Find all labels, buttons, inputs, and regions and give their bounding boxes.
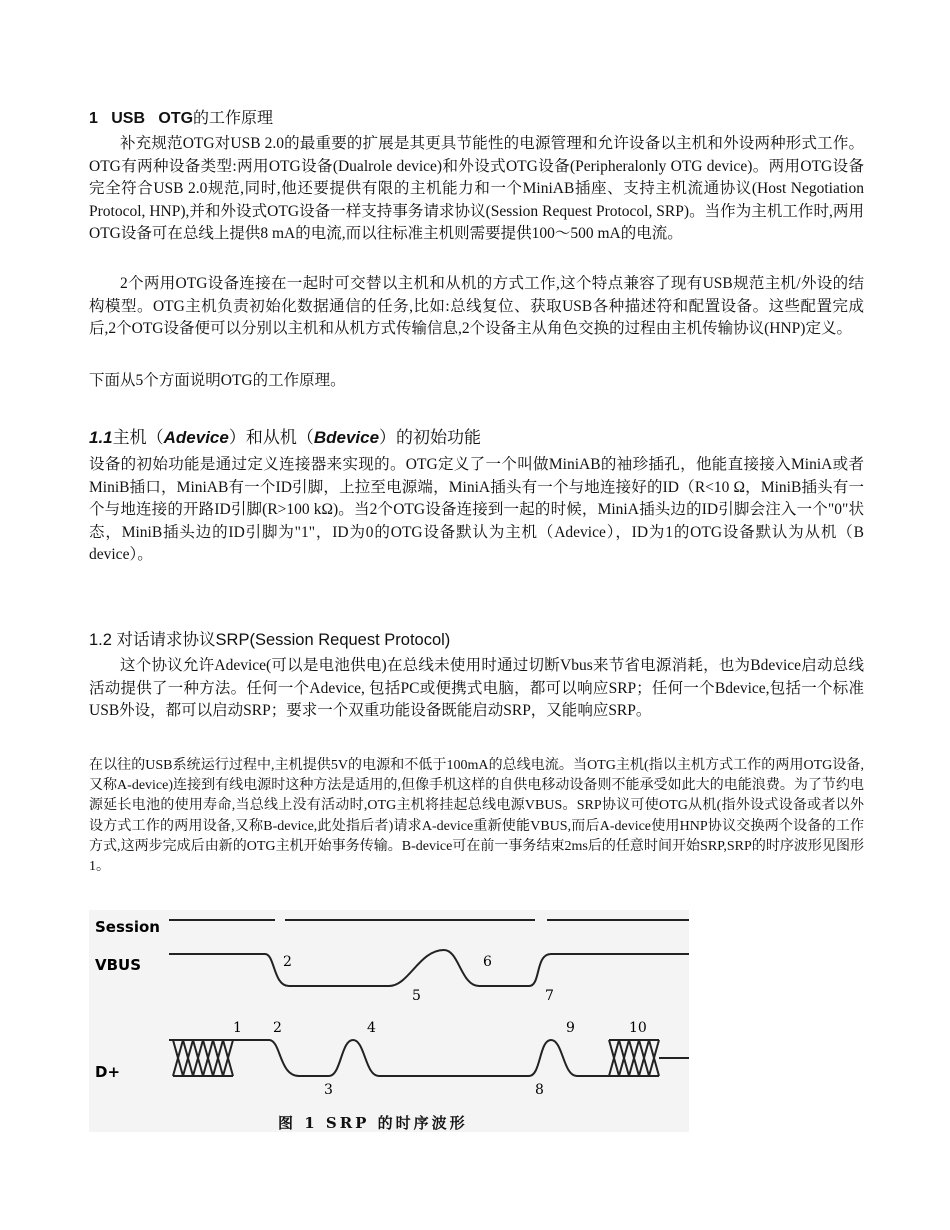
heading-usb: USB <box>111 110 146 127</box>
paragraph-otg-intro: 补充规范OTG对USB 2.0的最重要的扩展是其更具节能性的电源管理和允许设备以主机和外设两种形式工作。OTG有两种设备类型:两用OTG设备(Dualrole device)和外设式OTG设备(Peripheralonly OTG device)。两用OTG设备完全符合USB 2.0规范,同时,他还要提供有限的主机能力和一个MiniAB插座、支持主机流通协议(Host Negotiation Protocol, HNP),并和外设式OTG设备一样支持事务请求协议(Session Request Protocol, SRP)。当作为主机工作时,两用OTG设备可在总线上提供8 mA的电流,而以往标准主机则需要提供100～500 mA的电流。 <box>89 135 864 243</box>
heading-number: 1 <box>89 110 98 127</box>
section-heading-1-2: 1.2 对话请求协议SRP(Session Request Protocol) <box>89 631 451 649</box>
dplus-marker-1: 1 <box>233 1020 242 1036</box>
paragraph-dual-role: 2个两用OTG设备连接在一起时可交替以主机和从机的方式工作,这个特点兼容了现有USB规范主机/外设的结构模型。OTG主机负责初始化数据通信的任务,比如:总线复位、获取USB各种描述符和配置设备。这些配置完成后,2个OTG设备便可以分别以主机和从机方式传输信息,2个设备主从角色交换的过程由主机传输协议(HNP)定义。 <box>89 275 864 338</box>
heading-rest: 的工作原理 <box>193 110 274 127</box>
paragraph-five-aspects: 下面从5个方面说明OTG的工作原理。 <box>89 372 346 389</box>
dplus-marker-2: 2 <box>273 1020 282 1036</box>
heading-num: 1.1 <box>89 428 113 447</box>
heading-adevice: Adevice <box>163 428 229 447</box>
paragraph-initial-function: 设备的初始功能是通过定义连接器来实现的。OTG定义了一个叫做MiniAB的袖珍插孔，他能直接接入MiniA或者MiniB插口，MiniAB有一个ID引脚，上拉至电源端，MiniA插头有一个与地连接好的ID（R<10 Ω，MiniB插头有一个与地连接的开路ID引脚(R>100 kΩ)。当2个OTG设备连接到一起的时候，MiniA插头边的ID引脚会注入一个"0"状态，MiniB插头边的ID引脚为"1"，ID为0的OTG设备默认为主机（Adevice），ID为1的OTG设备默认为从机（B device）。 <box>89 456 864 564</box>
dplus-marker-3: 3 <box>324 1082 333 1098</box>
label-dplus: D+ <box>95 1063 121 1081</box>
vbus-marker-2: 2 <box>283 954 292 970</box>
dplus-marker-10: 10 <box>629 1020 647 1036</box>
section-heading-1 <box>89 105 273 128</box>
figure-caption: 图 1 SRP 的时序波形 <box>278 1114 468 1132</box>
label-session: Session <box>95 918 160 936</box>
section-heading-1-1 <box>89 423 481 448</box>
heading-text-mid: ）和从机（ <box>228 428 314 447</box>
paragraph-srp-details: 在以往的USB系统运行过程中,主机提供5V的电源和不低于100mA的总线电流。当OTG主机(指以主机方式工作的两用OTG设备,又称A-device)连接到有线电源时这种方法是适用的,但像手机这样的自供电移动设备则不能承受如此大的电能浪费。为了节约电源延长电池的使用寿命,当总线上没有活动时,OTG主机将挂起总线电源VBUS。SRP协议可使OTG从机(指外设式设备或者以外设方式工作的两用设备,又称B-device,此处指后者)请求A-device重新使能VBUS,而后A-device使用HNP协议交换两个设备的工作方式,这两步完成后由新的OTG主机开始事务传输。B-device可在前一事务结束2ms后的任意时间开始SRP,SRP的时序波形见图形1。 <box>89 758 864 875</box>
srp-timing-figure <box>89 910 689 1132</box>
dplus-marker-4: 4 <box>367 1020 376 1036</box>
vbus-marker-7: 7 <box>545 988 554 1004</box>
heading-bdevice: Bdevice <box>313 428 380 447</box>
vbus-marker-5: 5 <box>412 988 421 1004</box>
dplus-marker-8: 8 <box>535 1082 544 1098</box>
dplus-marker-9: 9 <box>566 1020 575 1036</box>
label-vbus: VBUS <box>95 956 142 974</box>
srp-timing-diagram <box>89 910 689 1132</box>
paragraph-srp-protocol: 这个协议允许Adevice(可以是电池供电)在总线未使用时通过切断Vbus来节省电源消耗，也为Bdevice启动总线活动提供了一种方法。任何一个Adevice, 包括PC或便携式电脑，都可以响应SRP；任何一个Bdevice,包括一个标准USB外设，都可以启动SRP；要求一个双重功能设备既能启动SRP，又能响应SRP。 <box>89 657 864 720</box>
heading-otg: OTG <box>158 110 194 127</box>
heading-text-pre: 主机（ <box>112 428 164 447</box>
vbus-marker-6: 6 <box>483 954 492 970</box>
heading-text-post: ）的初始功能 <box>379 428 482 447</box>
